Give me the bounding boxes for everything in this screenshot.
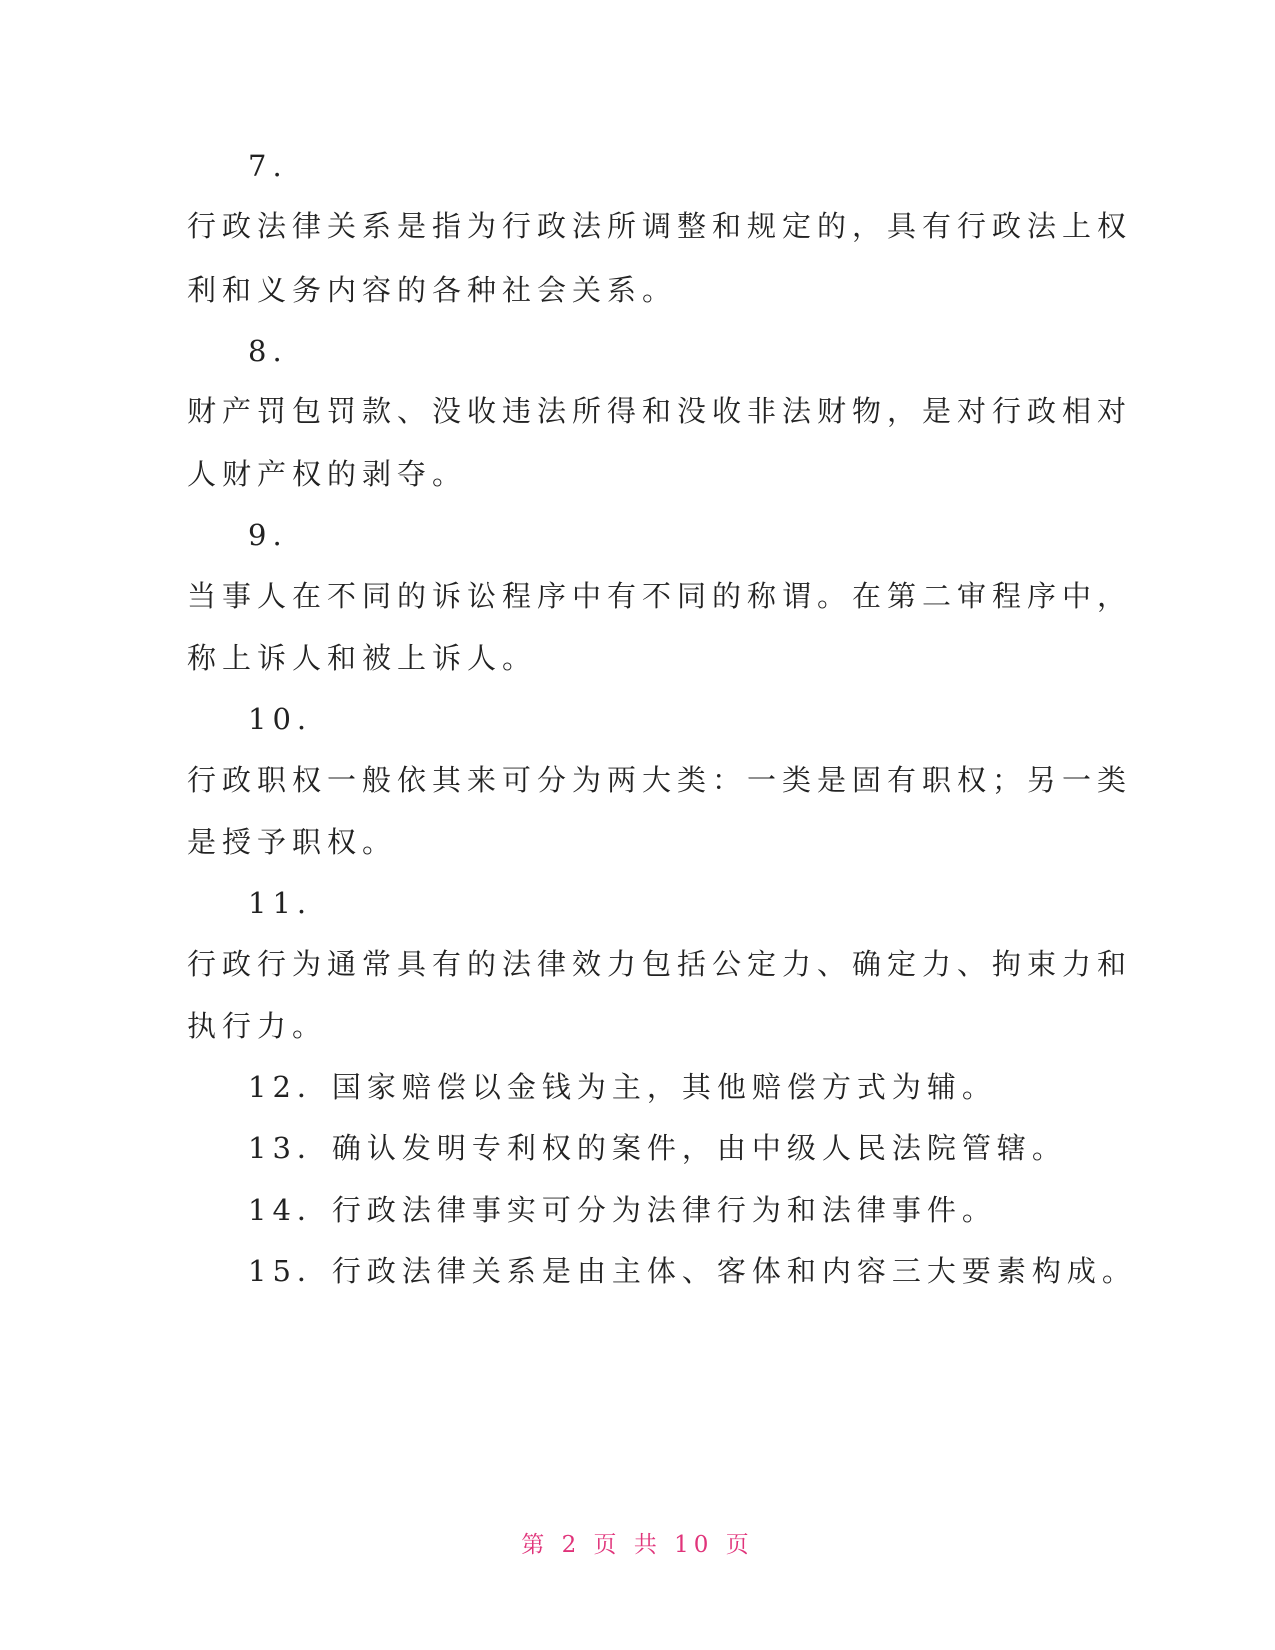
item-text-line: 财产罚包罚款、没收违法所得和没收非法财物，是对行政相对 [187, 394, 1133, 428]
item-number: 8. [248, 334, 288, 368]
item-text-line: 执行力。 [187, 1009, 328, 1043]
footer-suffix: 页 [725, 1532, 754, 1558]
item-text-line: 当事人在不同的诉讼程序中有不同的称谓。在第二审程序中， [187, 579, 1133, 613]
footer-middle: 页 共 [593, 1532, 662, 1558]
item-number: 9. [248, 518, 288, 552]
item-text-line: 利和义务内容的各种社会关系。 [187, 273, 678, 307]
item-text-line: 行政法律关系是指为行政法所调整和规定的，具有行政法上权 [187, 209, 1133, 243]
item-text-line: 行政职权一般依其来可分为两大类：一类是固有职权；另一类 [187, 763, 1133, 797]
item-number: 11. [248, 886, 313, 920]
footer-prefix: 第 [521, 1532, 550, 1558]
list-item: 15．行政法律关系是由主体、客体和内容三大要素构成。 [248, 1254, 1137, 1288]
item-text-line: 是授予职权。 [187, 825, 398, 859]
list-item: 12．国家赔偿以金钱为主，其他赔偿方式为辅。 [248, 1070, 997, 1104]
list-item: 13．确认发明专利权的案件，由中级人民法院管辖。 [248, 1131, 1067, 1165]
item-number: 7. [248, 149, 288, 183]
current-page-number: 2 [561, 1532, 582, 1558]
item-text-line: 称上诉人和被上诉人。 [187, 641, 538, 675]
item-number: 10. [248, 702, 313, 736]
item-text-line: 人财产权的剥夺。 [187, 457, 468, 491]
total-pages-number: 10 [674, 1532, 714, 1558]
list-item: 14．行政法律事实可分为法律行为和法律事件。 [248, 1193, 997, 1227]
page-footer [0, 1526, 1275, 1559]
item-text-line: 行政行为通常具有的法律效力包括公定力、确定力、拘束力和 [187, 947, 1133, 981]
